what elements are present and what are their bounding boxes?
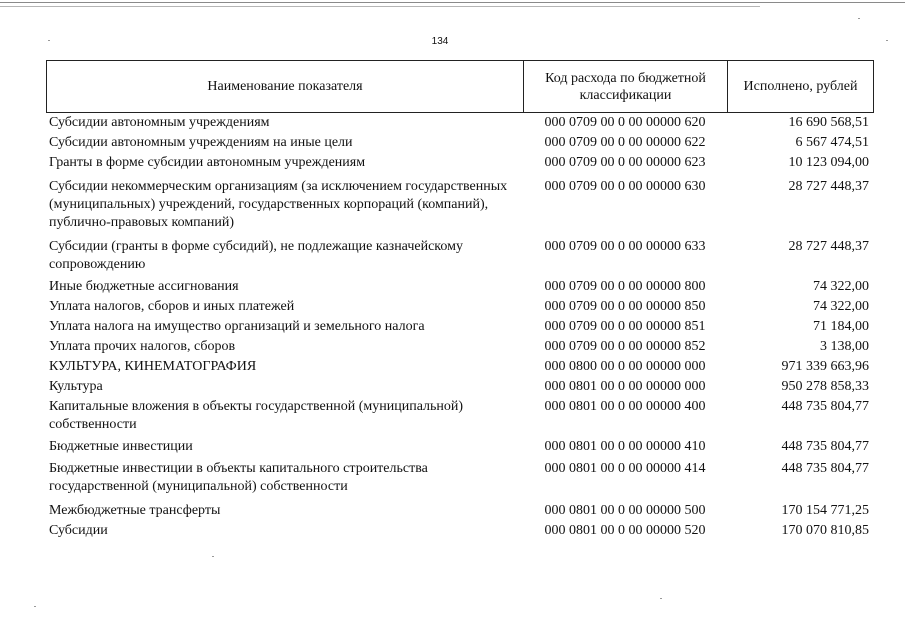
row-code: 000 0800 00 0 00 00000 000 (544, 359, 706, 374)
scan-speck (886, 40, 888, 41)
table-row (46, 238, 874, 274)
row-amount: 28 727 448,37 (788, 239, 869, 254)
row-name: Уплата налогов, сборов и иных платежей (49, 299, 295, 314)
table-row (46, 154, 874, 172)
row-amount: 74 322,00 (813, 299, 869, 314)
row-name: Капитальные вложения в объекты государственной (муниципальной) собственности (49, 399, 464, 432)
row-name: Субсидии автономным учреждениям на иные цели (49, 135, 353, 150)
row-name: Уплата прочих налогов, сборов (49, 339, 236, 354)
scan-speck (660, 598, 662, 599)
row-code: 000 0801 00 0 00 00000 520 (544, 523, 706, 538)
row-amount: 74 322,00 (813, 279, 869, 294)
table-row (46, 338, 874, 356)
table-row (46, 298, 874, 316)
table-row (46, 114, 874, 132)
table-row (46, 358, 874, 376)
header-executed-amount: Исполнено, рублей (743, 79, 858, 94)
row-amount: 448 735 804,77 (781, 399, 869, 414)
row-code: 000 0709 00 0 00 00000 852 (544, 339, 706, 354)
scan-speck (858, 18, 860, 19)
row-name: Бюджетные инвестиции в объекты капитального строительства государственной (муниципальной) собственности (49, 461, 428, 494)
row-amount: 10 123 094,00 (788, 155, 869, 170)
row-code: 000 0709 00 0 00 00000 622 (544, 135, 706, 150)
row-name: Бюджетные инвестиции (49, 439, 193, 454)
page-number: 134 (431, 36, 449, 47)
row-code: 000 0801 00 0 00 00000 414 (544, 461, 706, 476)
row-amount: 6 567 474,51 (795, 135, 869, 150)
row-code: 000 0801 00 0 00 00000 410 (544, 439, 706, 454)
table-row (46, 502, 874, 520)
table-header (46, 60, 874, 113)
row-amount: 448 735 804,77 (781, 439, 869, 454)
row-name: Гранты в форме субсидии автономным учреждениям (49, 155, 366, 170)
table-row (46, 378, 874, 396)
row-amount: 28 727 448,37 (788, 179, 869, 194)
row-amount: 950 278 858,33 (781, 379, 869, 394)
scan-speck (48, 40, 50, 41)
table-row (46, 134, 874, 152)
row-name: Субсидии автономным учреждениям (49, 115, 270, 130)
row-code: 000 0709 00 0 00 00000 800 (544, 279, 706, 294)
row-code: 000 0709 00 0 00 00000 623 (544, 155, 706, 170)
row-amount: 448 735 804,77 (781, 461, 869, 476)
table-row (46, 522, 874, 540)
row-name: Субсидии (гранты в форме субсидий), не подлежащие казначейскому сопровождению (49, 239, 463, 272)
row-code: 000 0709 00 0 00 00000 850 (544, 299, 706, 314)
row-name: КУЛЬТУРА, КИНЕМАТОГРАФИЯ (49, 359, 257, 374)
row-amount: 71 184,00 (813, 319, 869, 334)
row-amount: 16 690 568,51 (788, 115, 869, 130)
row-code: 000 0801 00 0 00 00000 500 (544, 503, 706, 518)
scan-top-edge (0, 2, 905, 3)
row-name: Иные бюджетные ассигнования (49, 279, 239, 294)
scan-speck (212, 556, 214, 557)
row-amount: 170 070 810,85 (781, 523, 869, 538)
table-body (46, 114, 874, 540)
row-name: Уплата налога на имущество организаций и земельного налога (49, 319, 425, 334)
table-row (46, 178, 874, 232)
row-code: 000 0709 00 0 00 00000 633 (544, 239, 706, 254)
table-row (46, 460, 874, 496)
row-amount: 170 154 771,25 (781, 503, 869, 518)
row-name: Культура (49, 379, 103, 394)
row-code: 000 0709 00 0 00 00000 630 (544, 179, 706, 194)
row-code: 000 0709 00 0 00 00000 851 (544, 319, 706, 334)
table-row (46, 438, 874, 456)
scan-top-edge-shadow (0, 6, 760, 7)
row-code: 000 0801 00 0 00 00000 400 (544, 399, 706, 414)
header-indicator-name: Наименование показателя (47, 61, 524, 112)
row-amount: 3 138,00 (820, 339, 869, 354)
row-name: Межбюджетные трансферты (49, 503, 221, 518)
table-row (46, 398, 874, 434)
scan-speck (34, 606, 36, 607)
row-code: 000 0709 00 0 00 00000 620 (544, 115, 706, 130)
row-name: Субсидии некоммерческим организациям (за исключением государственных (муниципальных) учреждений, государственных корпораций (компаний), публично-правовых компаний) (49, 179, 508, 230)
row-amount: 971 339 663,96 (781, 359, 869, 374)
table-row (46, 278, 874, 296)
row-name: Субсидии (49, 523, 108, 538)
table-row (46, 318, 874, 336)
row-code: 000 0801 00 0 00 00000 000 (544, 379, 706, 394)
header-expense-code: Код расхода по бюджетной классификации (524, 61, 728, 112)
